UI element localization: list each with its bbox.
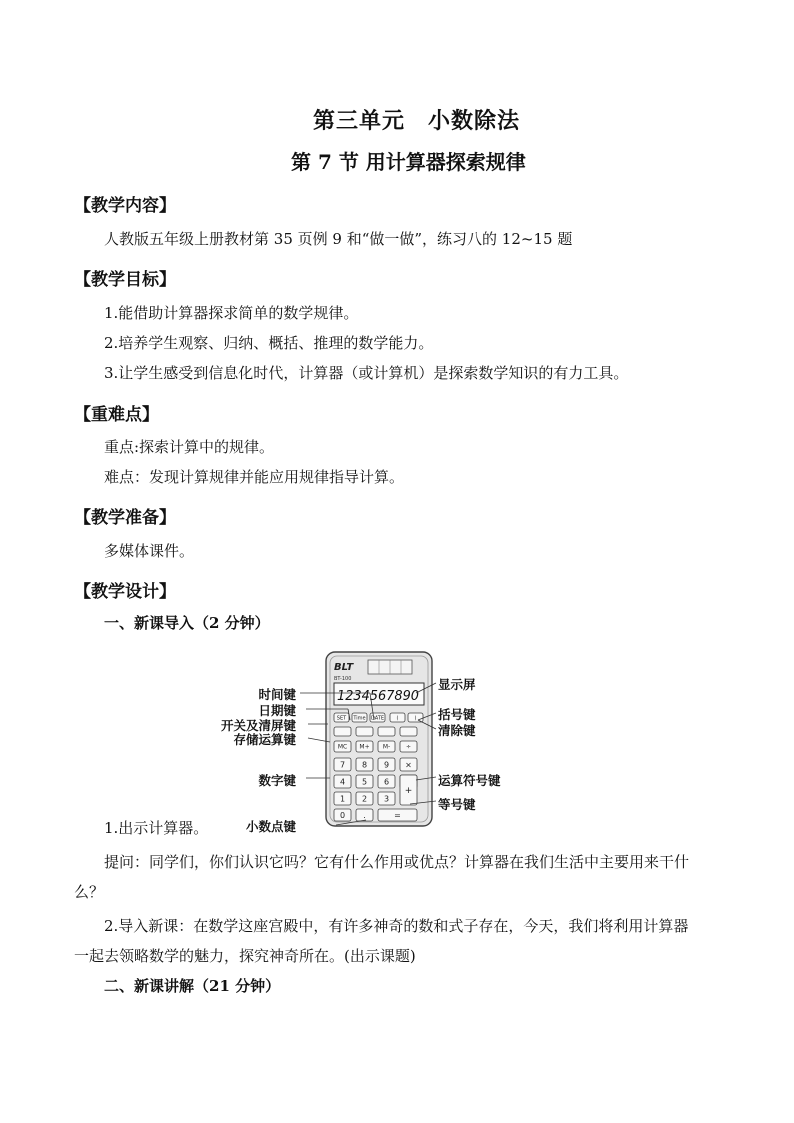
display-digits: 1234567890: [337, 689, 419, 704]
number-key-label: 5: [361, 777, 368, 787]
content-text: 人教版五年级上册教材第 35 页例 9 和“做一做”，练习八的 12~15 题: [104, 230, 573, 248]
callout-date-key: 日期键: [258, 703, 296, 718]
key-heading: 【重难点】: [74, 405, 159, 425]
func-key-label: DATE: [370, 715, 385, 722]
callout-bracket-keys: 括号键: [438, 707, 476, 722]
memory-key-label: M+: [359, 743, 370, 751]
unit-title: 第三单元 小数除法: [313, 108, 521, 134]
callout-decimal-key: 小数点键: [245, 819, 296, 834]
callout-time-key: 时间键: [258, 687, 296, 702]
callout-operator-keys: 运算符号键: [438, 773, 501, 788]
equals-key-label: =: [394, 810, 401, 820]
calculator-brand: BLT: [334, 662, 354, 673]
func-key-label: Time: [353, 715, 366, 722]
lesson-title: 第 7 节 用计算器探索规律: [291, 150, 526, 174]
number-key-label: 1: [339, 794, 346, 804]
func-key-label: (: [396, 715, 399, 722]
number-key-label: 3: [383, 794, 390, 804]
number-key-label: 7: [339, 760, 346, 770]
callout-power-key: 开关及清屏键: [220, 718, 296, 733]
part2-heading: 二、新课讲解（21 分钟）: [104, 977, 281, 995]
memory-key-label: M-: [382, 743, 391, 751]
number-key-label: 9: [383, 760, 390, 770]
memory-key-label: MC: [337, 743, 348, 751]
part1-heading: 一、新课导入（2 分钟）: [104, 614, 270, 632]
callout-memory-key: 存储运算键: [233, 732, 296, 747]
calculator-model: BT-100: [334, 676, 352, 682]
prep-heading: 【教学准备】: [74, 508, 176, 528]
step1-text: 1.出示计算器。: [104, 819, 209, 837]
decimal-key-label: .: [363, 810, 366, 820]
number-key-label: 0: [339, 810, 346, 820]
design-heading: 【教学设计】: [74, 582, 176, 602]
step2-line: 一起去领略数学的魅力，探究神奇所在。(出示课题): [74, 947, 416, 965]
question-line: 么？: [74, 883, 105, 901]
func-key-label: SET: [336, 715, 347, 722]
number-key-label: 6: [383, 777, 390, 787]
callout-equals-key: 等号键: [438, 797, 476, 812]
step2-line: 2.导入新课：在数学这座宫殿中，有许多神奇的数和式子存在，今天，我们将利用计算器: [104, 917, 689, 935]
prep-text: 多媒体课件。: [104, 542, 195, 560]
key-point: 重点:探索计算中的规律。: [104, 438, 275, 456]
operator-key-label: +: [404, 786, 413, 797]
callout-number-keys: 数字键: [258, 773, 296, 788]
goal-item: 2.培养学生观察、归纳、概括、推理的数学能力。: [104, 334, 434, 352]
difficult-point: 难点：发现计算规律并能应用规律指导计算。: [104, 468, 405, 486]
number-key-label: 8: [361, 760, 368, 770]
goal-item: 3.让学生感受到信息化时代，计算器（或计算机）是探索数学知识的有力工具。: [104, 364, 629, 382]
callout-clear-key: 清除键: [438, 723, 476, 738]
operator-key-label: ×: [405, 760, 412, 770]
number-key-label: 4: [339, 777, 346, 787]
goals-heading: 【教学目标】: [74, 270, 176, 290]
goal-item: 1.能借助计算器探求简单的数学规律。: [104, 304, 359, 322]
func-key-label: ): [414, 715, 417, 722]
memory-key-label: ÷: [405, 743, 412, 751]
content-heading: 【教学内容】: [74, 196, 176, 216]
callout-display: 显示屏: [438, 677, 476, 692]
number-key-label: 2: [361, 794, 368, 804]
question-line: 提问：同学们，你们认识它吗？它有什么作用或优点？计算器在我们生活中主要用来干什: [104, 853, 690, 871]
